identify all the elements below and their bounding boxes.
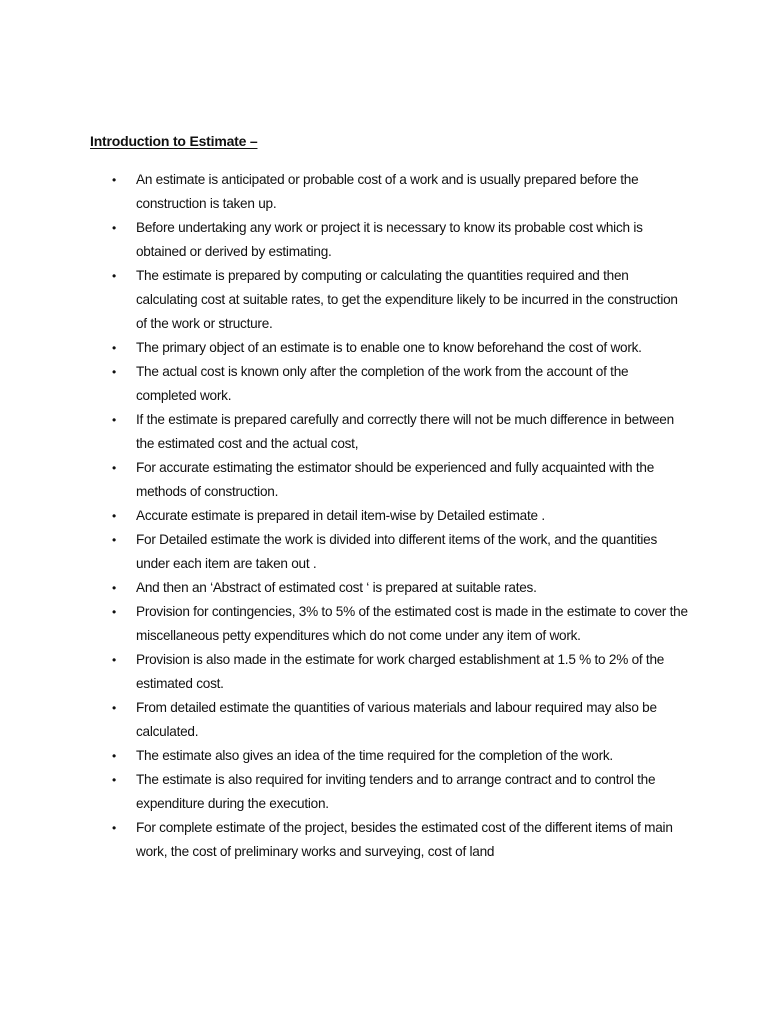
bullet-icon: • xyxy=(112,269,116,283)
list-item xyxy=(112,408,692,456)
list-item xyxy=(112,216,692,264)
bullet-icon: • xyxy=(112,365,116,379)
list-item-text: Before undertaking any work or project it is necessary to know its probable cost which is obtained or derived by estimating. xyxy=(136,220,643,259)
bullet-icon: • xyxy=(112,701,116,715)
bullet-icon: • xyxy=(112,653,116,667)
list-item-text: The estimate is also required for inviting tenders and to arrange contract and to control the expenditure during the execution. xyxy=(136,772,656,811)
bullet-icon: • xyxy=(112,221,116,235)
list-item-text: For complete estimate of the project, besides the estimated cost of the different items of main work, the cost of preliminary works and surveying, cost of land xyxy=(136,820,673,859)
bullet-icon: • xyxy=(112,461,116,475)
list-item xyxy=(112,816,692,864)
list-item-text: From detailed estimate the quantities of various materials and labour required may also be calculated. xyxy=(136,700,657,739)
bullet-icon: • xyxy=(112,605,116,619)
list-item-text: The estimate is prepared by computing or calculating the quantities required and then calculating cost at suitable rates, to get the expenditure likely to be incurred in the construction of the work or structure. xyxy=(136,268,678,331)
list-item-text: Provision for contingencies, 3% to 5% of the estimated cost is made in the estimate to cover the miscellaneous petty expenditures which do not come under any item of work. xyxy=(136,604,688,643)
list-item xyxy=(112,648,692,696)
bullet-icon: • xyxy=(112,821,116,835)
bullet-icon: • xyxy=(112,413,116,427)
list-item-text: Accurate estimate is prepared in detail item-wise by Detailed estimate . xyxy=(136,508,545,523)
list-item xyxy=(112,744,692,768)
list-item-text: If the estimate is prepared carefully and correctly there will not be much difference in between the estimated cost and the actual cost, xyxy=(136,412,674,451)
list-item xyxy=(112,168,692,216)
bullet-list xyxy=(112,168,692,864)
bullet-icon: • xyxy=(112,509,116,523)
list-item xyxy=(112,696,692,744)
list-item-text: For Detailed estimate the work is divided into different items of the work, and the quantities under each item are taken out . xyxy=(136,532,658,571)
list-item xyxy=(112,360,692,408)
list-item-text: An estimate is anticipated or probable cost of a work and is usually prepared before the construction is taken up. xyxy=(136,172,639,211)
bullet-icon: • xyxy=(112,533,116,547)
list-item xyxy=(112,336,692,360)
list-item xyxy=(112,768,692,816)
list-item-text: The estimate also gives an idea of the time required for the completion of the work. xyxy=(136,748,613,763)
list-item xyxy=(112,576,692,600)
list-item-text: The primary object of an estimate is to enable one to know beforehand the cost of work. xyxy=(136,340,642,355)
bullet-icon: • xyxy=(112,173,116,187)
bullet-icon: • xyxy=(112,341,116,355)
bullet-icon: • xyxy=(112,749,116,763)
list-item xyxy=(112,264,692,336)
list-item xyxy=(112,528,692,576)
list-item xyxy=(112,456,692,504)
list-item-text: Provision is also made in the estimate for work charged establishment at 1.5 % to 2% of the estimated cost. xyxy=(136,652,665,691)
list-item-text: The actual cost is known only after the completion of the work from the account of the completed work. xyxy=(136,364,629,403)
list-item xyxy=(112,504,692,528)
section-heading: Introduction to Estimate – xyxy=(90,133,258,149)
bullet-icon: • xyxy=(112,773,116,787)
list-item-text: For accurate estimating the estimator should be experienced and fully acquainted with the methods of construction. xyxy=(136,460,655,499)
bullet-icon: • xyxy=(112,581,116,595)
list-item xyxy=(112,600,692,648)
list-item-text: And then an ‘Abstract of estimated cost ‘ is prepared at suitable rates. xyxy=(136,580,537,595)
